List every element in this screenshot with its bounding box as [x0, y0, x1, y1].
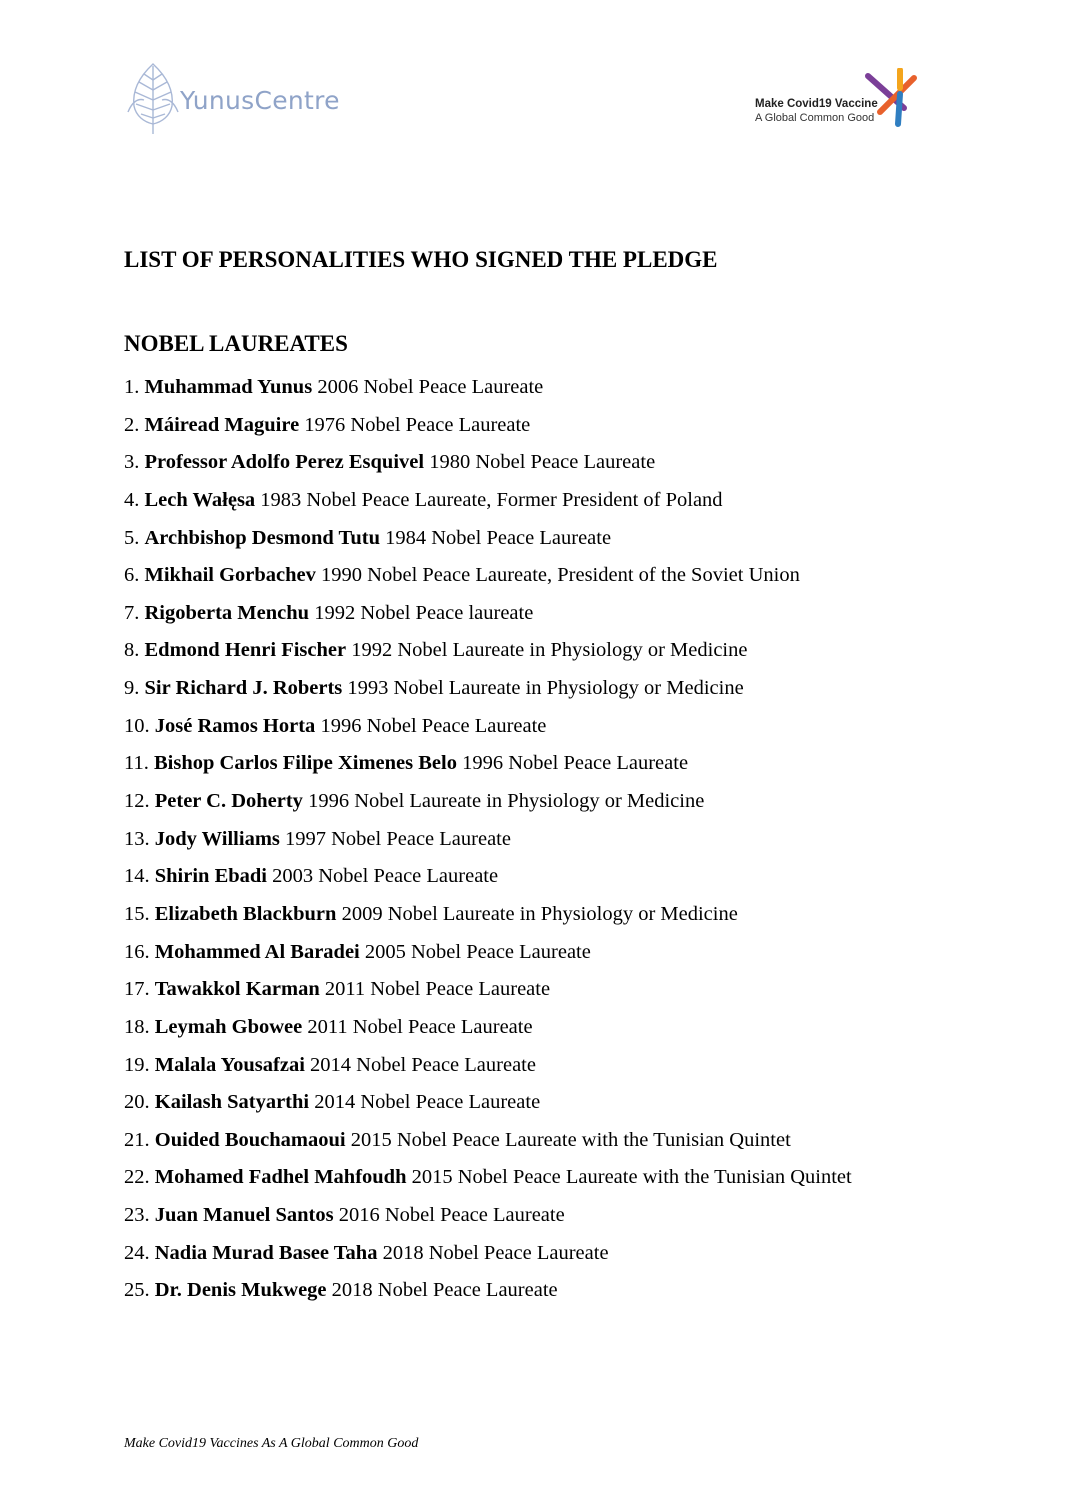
laureate-name: Malala Yousafzai: [154, 1053, 305, 1076]
list-item-number: 14.: [124, 865, 150, 888]
list-item-number: 16.: [124, 940, 150, 963]
laureate-name: Nadia Murad Basee Taha: [154, 1241, 378, 1264]
list-item-number: 5.: [124, 526, 140, 549]
list-item: [124, 370, 852, 408]
laureate-description: 2018 Nobel Peace Laureate: [326, 1279, 558, 1302]
list-item-number: 4.: [124, 488, 140, 511]
list-item-number: 7.: [124, 601, 140, 624]
laureate-name: Elizabeth Blackburn: [154, 902, 337, 925]
list-item: [124, 709, 852, 747]
laureate-description: 2015 Nobel Peace Laureate with the Tunisian Quintet: [406, 1166, 852, 1189]
laureate-description: 1984 Nobel Peace Laureate: [379, 526, 612, 549]
vaccine-logo-line2: A Global Common Good: [755, 112, 875, 124]
list-item: [124, 1198, 852, 1236]
list-item: [124, 1160, 852, 1198]
list-item: [124, 746, 852, 784]
list-item: [124, 671, 852, 709]
list-item: [124, 935, 852, 973]
laureate-name: Rigoberta Menchu: [144, 601, 310, 624]
list-item-number: 8.: [124, 639, 140, 662]
list-item-number: 11.: [124, 752, 149, 775]
laureate-description: 1993 Nobel Laureate in Physiology or Medicine: [342, 677, 744, 700]
laureate-name: Edmond Henri Fischer: [144, 639, 347, 662]
laureate-description: 1992 Nobel Peace laureate: [309, 601, 534, 624]
leaf-logo-icon: [126, 62, 182, 136]
laureate-description: 2006 Nobel Peace Laureate: [312, 376, 544, 398]
vaccine-logo-line1: Make Covid19 Vaccine: [755, 98, 878, 110]
make-covid19-vaccine-logo: [752, 64, 932, 134]
laureate-description: 1997 Nobel Peace Laureate: [279, 827, 511, 850]
laureate-name: Dr. Denis Mukwege: [154, 1279, 327, 1302]
laureate-name: Mohamed Fadhel Mahfoudh: [154, 1166, 407, 1189]
laureate-name: Ouided Bouchamaoui: [154, 1128, 346, 1151]
laureate-description: 1980 Nobel Peace Laureate: [424, 451, 656, 474]
list-item-number: 1.: [124, 376, 140, 398]
laureate-description: 1990 Nobel Peace Laureate, President of the Soviet Union: [315, 564, 800, 587]
laureate-name: Archbishop Desmond Tutu: [144, 526, 380, 549]
list-item-number: 17.: [124, 978, 150, 1001]
list-item-number: 10.: [124, 714, 150, 737]
list-item-number: 12.: [124, 790, 150, 813]
laureate-description: 2009 Nobel Laureate in Physiology or Medicine: [336, 902, 738, 925]
laureate-name: Professor Adolfo Perez Esquivel: [144, 451, 425, 474]
laureate-name: Mikhail Gorbachev: [144, 564, 316, 587]
list-item-number: 22.: [124, 1166, 150, 1189]
list-item: [124, 822, 852, 860]
laureate-name: Juan Manuel Santos: [154, 1204, 334, 1227]
list-item: [124, 859, 852, 897]
list-item: [124, 972, 852, 1010]
list-item-number: 20.: [124, 1091, 150, 1114]
laureate-name: Muhammad Yunus: [144, 376, 313, 398]
laureate-description: 2014 Nobel Peace Laureate: [304, 1053, 536, 1076]
list-item: [124, 558, 852, 596]
laureate-description: 2011 Nobel Peace Laureate: [319, 978, 551, 1001]
page-footer: Make Covid19 Vaccines As A Global Common Good: [124, 1436, 419, 1451]
laureate-description: 1996 Nobel Laureate in Physiology or Medicine: [302, 790, 705, 813]
laureate-name: Kailash Satyarthi: [154, 1091, 310, 1114]
laureate-name: Mohammed Al Baradei: [154, 940, 360, 963]
laureate-description: 2014 Nobel Peace Laureate: [309, 1091, 541, 1114]
list-item: [124, 1010, 852, 1048]
list-item-number: 3.: [124, 451, 140, 474]
list-item-number: 15.: [124, 902, 150, 925]
laureate-description: 2015 Nobel Peace Laureate with the Tunisian Quintet: [345, 1128, 791, 1151]
list-item-number: 19.: [124, 1053, 150, 1076]
laureate-description: 2005 Nobel Peace Laureate: [359, 940, 591, 963]
laureate-name: Peter C. Doherty: [154, 790, 303, 813]
laureate-name: Bishop Carlos Filipe Ximenes Belo: [154, 752, 457, 775]
laureate-name: Máiread Maguire: [144, 413, 300, 436]
list-item-number: 21.: [124, 1128, 150, 1151]
laureate-name: Shirin Ebadi: [154, 865, 267, 888]
list-item-number: 25.: [124, 1279, 150, 1302]
laureate-description: 1983 Nobel Peace Laureate, Former President of Poland: [255, 488, 723, 511]
laureate-description: 2011 Nobel Peace Laureate: [302, 1015, 533, 1038]
laureate-description: 2018 Nobel Peace Laureate: [377, 1241, 609, 1264]
list-item: [124, 1236, 852, 1274]
list-item: [124, 897, 852, 935]
section-title: NOBEL LAUREATES: [124, 331, 348, 356]
list-item: [124, 784, 852, 822]
list-item: [124, 1085, 852, 1123]
laureate-description: 1996 Nobel Peace Laureate: [315, 714, 547, 737]
list-item: [124, 521, 852, 559]
list-item: [124, 408, 852, 446]
list-item-number: 13.: [124, 827, 150, 850]
list-item-number: 18.: [124, 1015, 150, 1038]
laureate-list: [124, 370, 852, 1311]
laureate-name: Jody Williams: [154, 827, 280, 850]
laureate-name: José Ramos Horta: [154, 714, 316, 737]
yunus-centre-brand-text: YunusCentre: [180, 86, 340, 115]
list-item: [124, 445, 852, 483]
laureate-description: 1976 Nobel Peace Laureate: [299, 413, 531, 436]
laureate-name: Tawakkol Karman: [154, 978, 320, 1001]
yunus-centre-logo: [126, 62, 356, 138]
list-item-number: 23.: [124, 1204, 150, 1227]
laureate-description: 2003 Nobel Peace Laureate: [267, 865, 499, 888]
list-item: [124, 1123, 852, 1161]
laureate-description: 1992 Nobel Laureate in Physiology or Medicine: [346, 639, 748, 662]
list-item-number: 2.: [124, 413, 140, 436]
list-item-number: 6.: [124, 564, 140, 587]
list-item: [124, 633, 852, 671]
document-title: LIST OF PERSONALITIES WHO SIGNED THE PLEDGE: [124, 247, 718, 272]
laureate-description: 2016 Nobel Peace Laureate: [333, 1204, 565, 1227]
list-item: [124, 1273, 852, 1311]
list-item: [124, 483, 852, 521]
list-item-number: 9.: [124, 677, 140, 700]
list-item: [124, 596, 852, 634]
list-item-number: 24.: [124, 1241, 150, 1264]
laureate-description: 1996 Nobel Peace Laureate: [456, 752, 689, 775]
laureate-name: Leymah Gbowee: [154, 1015, 303, 1038]
laureate-name: Lech Wałęsa: [144, 488, 256, 511]
laureate-name: Sir Richard J. Roberts: [144, 677, 343, 700]
list-item: [124, 1048, 852, 1086]
